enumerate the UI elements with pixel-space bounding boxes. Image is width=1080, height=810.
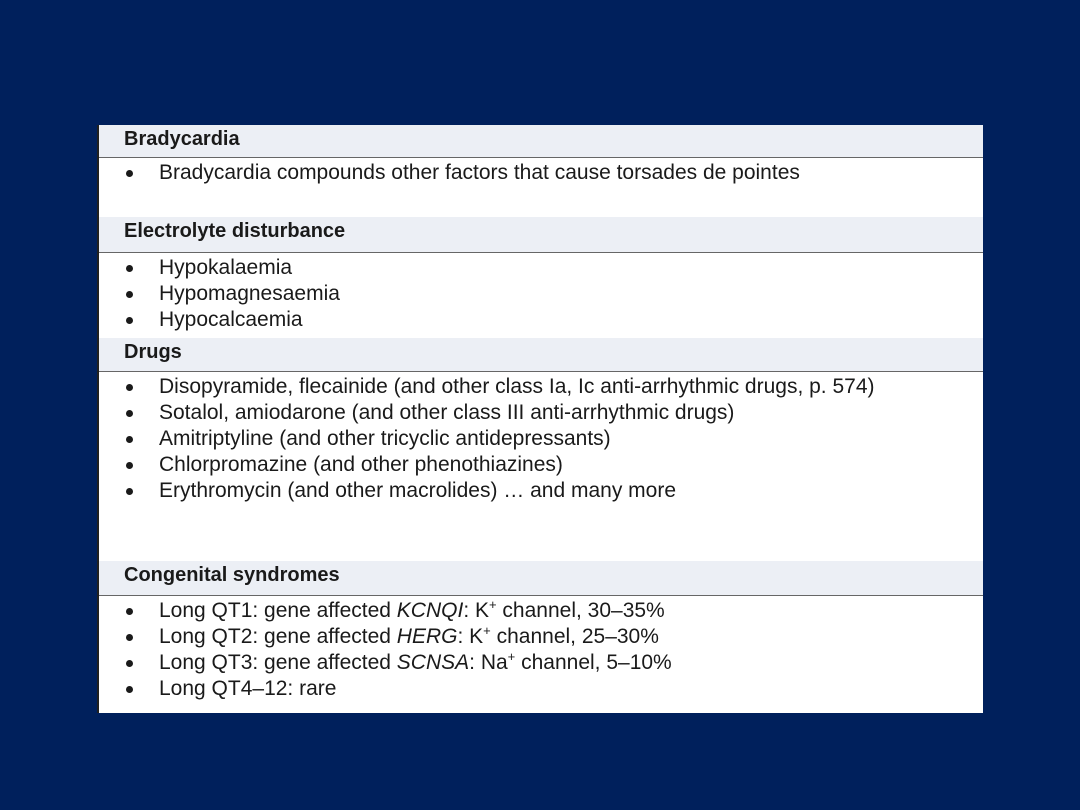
section-body-electrolyte [99, 253, 983, 338]
list-item: Chlorpromazine (and other phenothiazines) [124, 452, 963, 478]
section-body-congenital [99, 596, 983, 713]
section-heading-drugs: Drugs [99, 338, 983, 372]
section-heading-bradycardia: Bradycardia [99, 125, 983, 158]
bullet-icon [126, 634, 133, 641]
bullet-icon [126, 462, 133, 469]
bullet-icon [126, 686, 133, 693]
list-item: Long QT3: gene affected SCNSA: Na+ channel, 5–10% [124, 650, 963, 676]
section-body-drugs [99, 372, 983, 561]
bullet-icon [126, 291, 133, 298]
list-item: Long QT4–12: rare [124, 676, 963, 702]
list-item: Amitriptyline (and other tricyclic antidepressants) [124, 426, 963, 452]
list-item: Hypocalcaemia [124, 307, 963, 333]
list-item: Bradycardia compounds other factors that cause torsades de pointes [124, 160, 963, 186]
section-heading-electrolyte: Electrolyte disturbance [99, 217, 983, 253]
list-item: Disopyramide, flecainide (and other class Ia, Ic anti-arrhythmic drugs, p. 574) [124, 374, 963, 400]
bullet-icon [126, 488, 133, 495]
bullet-icon [126, 436, 133, 443]
bullet-icon [126, 265, 133, 272]
list-item: Hypomagnesaemia [124, 281, 963, 307]
list-item: Long QT1: gene affected KCNQI: K+ channel, 30–35% [124, 598, 963, 624]
section-body-bradycardia [99, 158, 983, 217]
causes-table [97, 125, 983, 713]
bullet-icon [126, 410, 133, 417]
list-item: Hypokalaemia [124, 255, 963, 281]
bullet-icon [126, 170, 133, 177]
list-item: Sotalol, amiodarone (and other class III anti-arrhythmic drugs) [124, 400, 963, 426]
bullet-icon [126, 317, 133, 324]
list-item: Erythromycin (and other macrolides) … and many more [124, 478, 963, 504]
section-heading-congenital: Congenital syndromes [99, 561, 983, 596]
bullet-icon [126, 384, 133, 391]
bullet-icon [126, 608, 133, 615]
list-item: Long QT2: gene affected HERG: K+ channel, 25–30% [124, 624, 963, 650]
bullet-icon [126, 660, 133, 667]
